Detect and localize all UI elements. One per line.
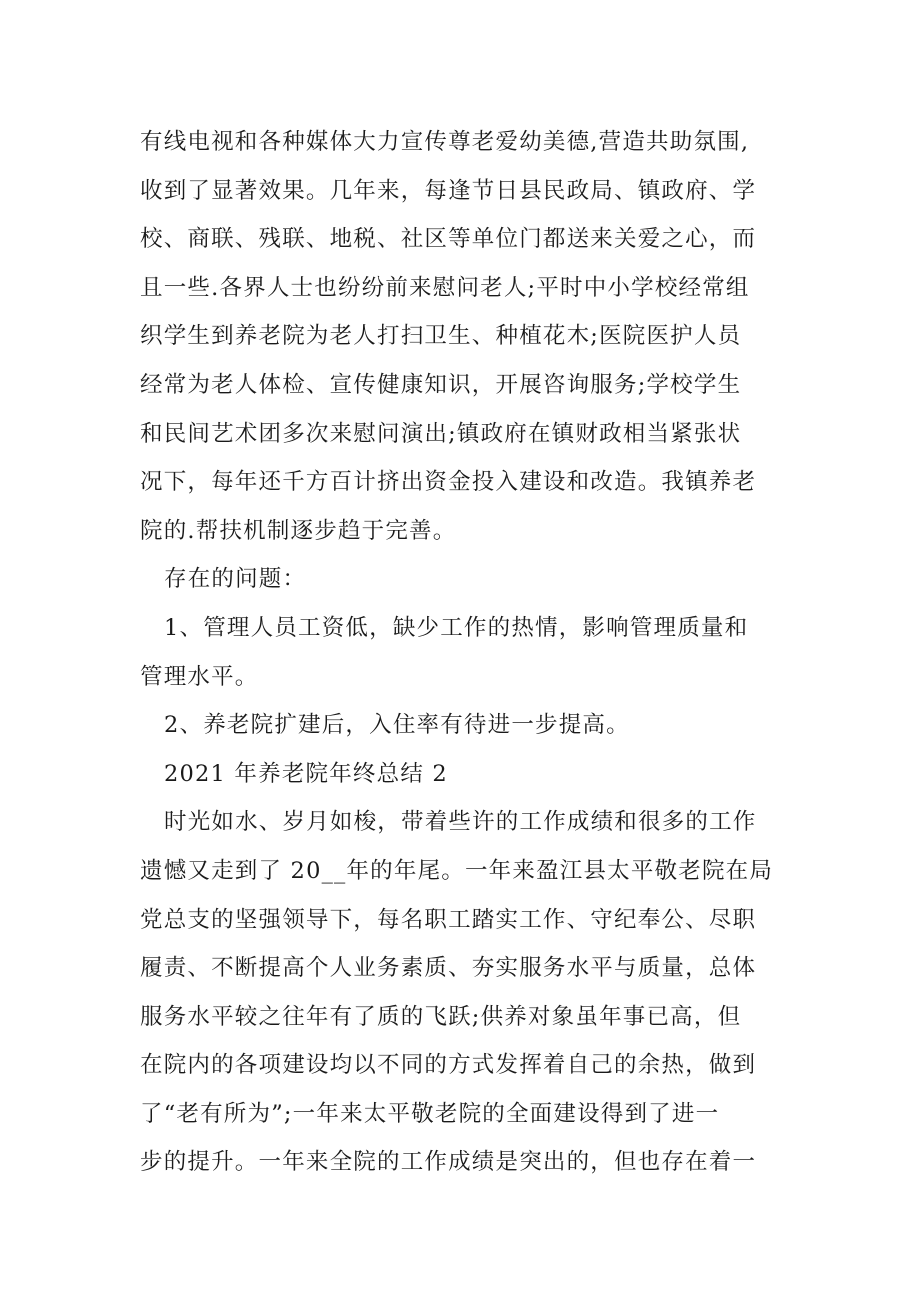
text-line: 2、养老院扩建后，入住率有待进一步提高。: [164, 712, 630, 739]
text-line: 在院内的各项建设均以不同的方式发挥着自己的余热，做到: [140, 1052, 757, 1079]
section-heading: 存在的问题：: [164, 566, 307, 593]
text-line: 党总支的坚强领导下，每名职工踏实工作、守纪奉公、尽职: [140, 906, 757, 933]
text-line: 1、管理人员工资低，缺少工作的热情，影响管理质量和: [164, 614, 749, 641]
paragraph-problem-1: [140, 604, 812, 701]
paragraph-problem-2: [140, 701, 812, 750]
text-line: 经常为老人体检、宣传健康知识，开展咨询服务;学校学生: [140, 371, 742, 398]
text-line: 了“老有所为”;一年来太平敬老院的全面建设得到了进一: [140, 1100, 720, 1127]
paragraph-p1: [140, 118, 812, 555]
text-line: 且一些.各界人士也纷纷前来慰问老人;平时中小学校经常组: [140, 274, 750, 301]
text-line: 织学生到养老院为老人打扫卫生、种植花木;医院医护人员: [140, 323, 742, 350]
text-line: 有线电视和各种媒体大力宣传尊老爱幼美德,营造共助氛围,: [140, 129, 750, 155]
text-line: 管理水平。: [140, 663, 259, 690]
text-line: 院的.帮扶机制逐步趋于完善。: [140, 517, 457, 544]
text-line: 和民间艺术团多次来慰问演出;镇政府在镇财政相当紧张状: [140, 420, 742, 447]
paragraph-p6: [140, 798, 812, 1187]
text-line: 况下，每年还千方百计挤出资金投入建设和改造。我镇养老: [140, 469, 757, 496]
text-line: 步的提升。一年来全院的工作成绩是突出的，但也存在着一: [140, 1149, 757, 1176]
text-line: 履责、不断提高个人业务素质、夯实服务水平与质量，总体: [140, 955, 757, 982]
text-line: 时光如水、岁月如梭，带着些许的工作成绩和很多的工作: [164, 809, 757, 836]
text-line: 收到了显著效果。几年来，每逢节日县民政局、镇政府、学: [140, 177, 757, 204]
text-line: 服务水平较之往年有了质的飞跃;供养对象虽年事已高，但: [140, 1003, 742, 1030]
document-page: [140, 118, 812, 1187]
text-line: 校、商联、残联、地税、社区等单位门都送来关爱之心，而: [140, 226, 757, 253]
section-title: 2021 年养老院年终总结 2: [164, 760, 448, 787]
paragraph-problems-heading: [140, 555, 812, 604]
text-line: 遗憾又走到了 20__年的年尾。一年来盈江县太平敬老院在局: [140, 857, 774, 884]
paragraph-title-2: [140, 750, 812, 799]
